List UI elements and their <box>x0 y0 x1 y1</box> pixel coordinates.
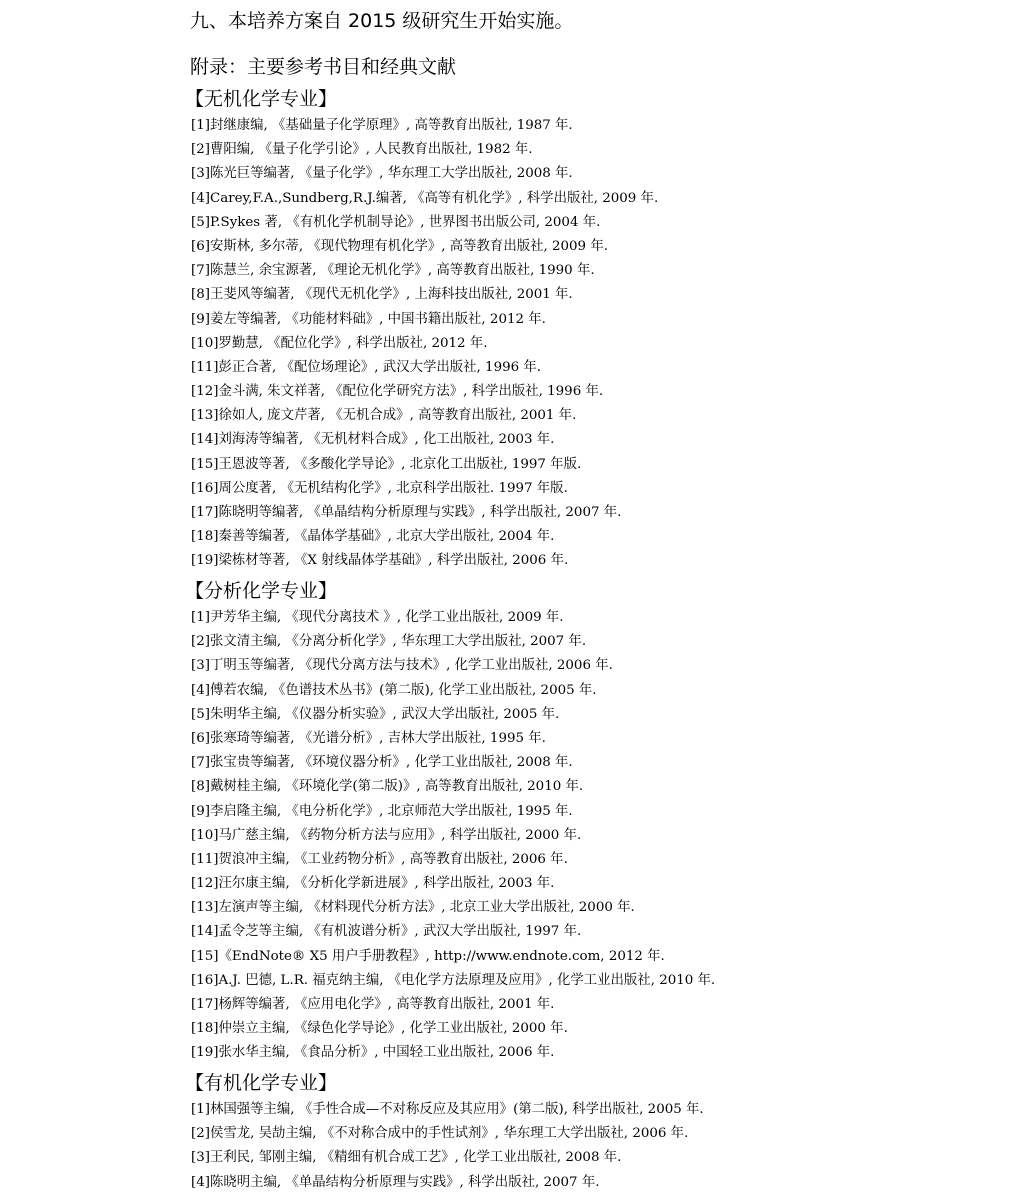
reference-item: [5]朱明华主编, 《仪器分析实验》, 武汉大学出版社, 2005 年. <box>191 706 560 722</box>
reference-item: [15]王恩波等著, 《多酸化学导论》, 北京化工出版社, 1997 年版. <box>191 456 582 472</box>
section-nine-heading: 九、本培养方案自 2015 级研究生开始实施。 <box>190 10 574 32</box>
reference-item: [6]张寒琦等编著, 《光谱分析》, 吉林大学出版社, 1995 年. <box>191 730 546 746</box>
reference-item: [12]汪尔康主编, 《分析化学新进展》, 科学出版社, 2003 年. <box>191 876 555 892</box>
reference-item: [19]梁栋材等著, 《X 射线晶体学基础》, 科学出版社, 2006 年. <box>191 553 569 569</box>
reference-item: [3]王利民, 邹刚主编, 《精细有机合成工艺》, 化学工业出版社, 2008 年. <box>191 1150 622 1166</box>
reference-item: [10]罗勤慧, 《配位化学》, 科学出版社, 2012 年. <box>191 335 488 351</box>
reference-item: [9]李启隆主编, 《电分析化学》, 北京师范大学出版社, 1995 年. <box>191 803 573 819</box>
reference-item: [16]周公度著, 《无机结构化学》, 北京科学出版社. 1997 年版. <box>191 480 568 496</box>
reference-item: [1]林国强等主编, 《手性合成—不对称反应及其应用》(第二版), 科学出版社, 2005 年. <box>191 1102 704 1117</box>
reference-item: [4]陈晓明主编, 《单晶结构分析原理与实践》, 科学出版社, 2007 年. <box>191 1174 600 1190</box>
reference-item: [14]刘海涛等编著, 《无机材料合成》, 化工出版社, 2003 年. <box>191 432 555 448</box>
reference-item: [15]《EndNote® X5 用户手册教程》, http://www.endnote.com, 2012 年. <box>191 948 665 964</box>
reference-item: [5]P.Sykes 著, 《有机化学机制导论》, 世界图书出版公司, 2004 年. <box>191 214 601 230</box>
reference-item: [1]封继康编, 《基础量子化学原理》, 高等教育出版社, 1987 年. <box>191 118 573 133</box>
reference-item: [17]杨辉等编著, 《应用电化学》, 高等教育出版社, 2001 年. <box>191 997 555 1012</box>
section-title: 【有机化学专业】 <box>185 1072 338 1094</box>
reference-item: [4]傅若农编, 《色谱技术丛书》(第二版), 化学工业出版社, 2005 年. <box>191 682 597 698</box>
section-title: 【无机化学专业】 <box>185 88 338 110</box>
section-organic-chemistry <box>185 1068 1015 1195</box>
reference-item: [3]陈光巨等编著, 《量子化学》, 华东理工大学出版社, 2008 年. <box>191 166 573 182</box>
reference-item: [9]姜左等编著, 《功能材料础》, 中国书籍出版社, 2012 年. <box>191 311 546 327</box>
reference-item: [3]丁明玉等编著, 《现代分离方法与技术》, 化学工业出版社, 2006 年. <box>191 658 613 674</box>
section-analytical-chemistry <box>185 576 1015 1066</box>
reference-item: [2]张文清主编, 《分离分析化学》, 华东理工大学出版社, 2007 年. <box>191 634 587 650</box>
section-title: 【分析化学专业】 <box>185 580 338 602</box>
reference-item: [10]马广慈主编, 《药物分析方法与应用》, 科学出版社, 2000 年. <box>191 827 582 843</box>
reference-item: [2]曹阳编, 《量子化学引论》, 人民教育出版社, 1982 年. <box>191 142 533 158</box>
reference-item: [11]彭正合著, 《配位场理论》, 武汉大学出版社, 1996 年. <box>191 359 542 375</box>
reference-item: [7]张宝贵等编著, 《环境仪器分析》, 化学工业出版社, 2008 年. <box>191 755 573 771</box>
reference-item: [8]戴树桂主编, 《环境化学(第二版)》, 高等教育出版社, 2010 年. <box>191 779 584 795</box>
reference-item: [17]陈晓明等编著, 《单晶结构分析原理与实践》, 科学出版社, 2007 年. <box>191 505 622 520</box>
reference-item: [6]安斯林, 多尔蒂, 《现代物理有机化学》, 高等教育出版社, 2009 年. <box>191 238 608 254</box>
reference-item: [19]张水华主编, 《食品分析》, 中国轻工业出版社, 2006 年. <box>191 1045 555 1061</box>
reference-item: [11]贺浪冲主编, 《工业药物分析》, 高等教育出版社, 2006 年. <box>191 851 568 867</box>
reference-item: [13]左演声等主编, 《材料现代分析方法》, 北京工业大学出版社, 2000 年. <box>191 900 635 916</box>
section-inorganic-chemistry <box>185 84 1015 574</box>
reference-item: [2]侯雪龙, 吴劼主编, 《不对称合成中的手性试剂》, 华东理工大学出版社, 2006 年. <box>191 1126 689 1142</box>
reference-item: [1]尹芳华主编, 《现代分离技术 》, 化学工业出版社, 2009 年. <box>191 610 564 625</box>
reference-item: [7]陈慧兰, 余宝源著, 《理论无机化学》, 高等教育出版社, 1990 年. <box>191 263 595 279</box>
reference-item: [4]Carey,F.A.,Sundberg,R.J.编著, 《高等有机化学》, 科学出版社, 2009 年. <box>191 190 659 206</box>
reference-item: [14]孟令芝等主编, 《有机波谱分析》, 武汉大学出版社, 1997 年. <box>191 924 582 940</box>
reference-item: [12]金斗满, 朱文祥著, 《配位化学研究方法》, 科学出版社, 1996 年. <box>191 384 604 400</box>
reference-item: [16]A.J. 巴德, L.R. 福克纳主编, 《电化学方法原理及应用》, 化学工业出版社, 2010 年. <box>191 972 716 988</box>
reference-item: [18]秦善等编著, 《晶体学基础》, 北京大学出版社, 2004 年. <box>191 529 555 545</box>
appendix-title: 附录：主要参考书目和经典文献 <box>190 56 457 78</box>
reference-item: [13]徐如人, 庞文芹著, 《无机合成》, 高等教育出版社, 2001 年. <box>191 408 577 424</box>
reference-item: [8]王斐风等编著, 《现代无机化学》, 上海科技出版社, 2001 年. <box>191 287 573 303</box>
reference-item: [18]仲崇立主编, 《绿色化学导论》, 化学工业出版社, 2000 年. <box>191 1021 568 1037</box>
